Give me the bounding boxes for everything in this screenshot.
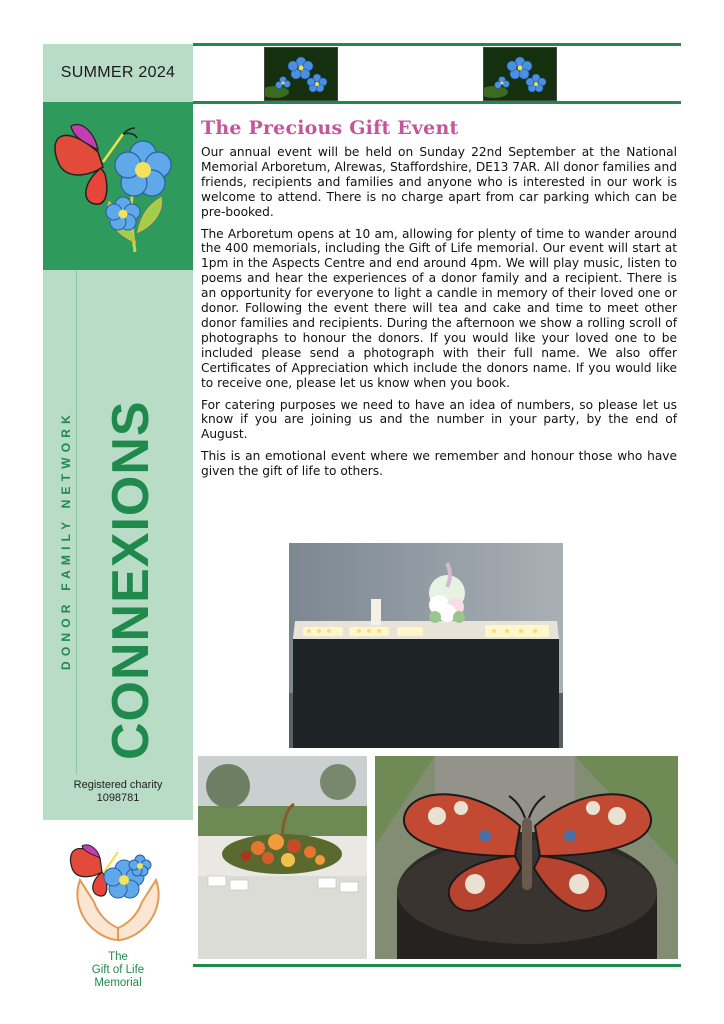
network-name: DONOR FAMILY NETWORK — [59, 409, 73, 670]
gift-of-life-memorial-logo — [60, 836, 176, 1000]
masthead-divider — [76, 270, 77, 774]
article-paragraph: For catering purposes we need to have an idea of numbers, so please let us know if you are joining us and the number in your party, by the end of August. — [201, 397, 677, 442]
charity-info — [43, 774, 193, 820]
hands-butterfly-icon — [60, 836, 176, 948]
header-rule-bottom — [193, 101, 681, 104]
header-rule-top — [193, 43, 681, 46]
charity-number: 1098781 — [96, 792, 140, 804]
memorial-logo-line2: Gift of Life — [91, 964, 145, 976]
masthead-panel — [43, 270, 193, 774]
article-paragraph: Our annual event will be held on Sunday 22nd September at the National Memorial Arboretum, Alrewas, Staffordshire, DE13 7AR. All donor families and friends, recipients and families and anyone who is interested in our work is welcome to attend. There is no charge apart from car parking which can be pre-booked. — [201, 145, 677, 219]
forget-me-not-photo-left — [264, 47, 338, 101]
article-title: The Precious Gift Event — [201, 117, 459, 139]
butterfly-memorial-photo — [375, 756, 678, 959]
memorial-logo-line3: Memorial — [94, 977, 142, 989]
butterfly-flower-illustration — [43, 102, 193, 270]
charity-label: Registered charity — [73, 779, 163, 791]
floral-arrangement-photo — [198, 756, 367, 959]
forget-me-not-photo-right — [483, 47, 557, 101]
newsletter-title: CONNEXIONS — [102, 400, 160, 760]
article-paragraph: The Arboretum opens at 10 am, allowing for plenty of time to wander around the 400 memorials, including the Gift of Life memorial. Our event will start at 1pm in the Aspects Centre and end around 4pm. We will play music, listen to poems and hear the experiences of a donor family and a recipient. There is an opportunity for everyone to light a candle in memory of their loved one or donor. Following the event there will tea and cake and time to meet other donor families and recipients. During the afternoon we show a rolling scroll of photographs to honour the donors. If you would like your loved one to be included please send a photograph with their full name. We also offer Certificates of Appreciation which include the donors name. If you would like to receive one, please let us know when you book. — [201, 226, 677, 390]
footer-rule — [193, 964, 681, 967]
candle-table-photo — [289, 543, 563, 748]
memorial-logo-line1: The — [108, 951, 128, 963]
issue-label: SUMMER 2024 — [60, 64, 176, 81]
article-body — [201, 145, 677, 486]
butterfly-icon — [43, 102, 193, 270]
article-paragraph: This is an emotional event where we remember and honour those who have given the gift of life to others. — [201, 449, 677, 479]
issue-banner — [43, 44, 193, 102]
